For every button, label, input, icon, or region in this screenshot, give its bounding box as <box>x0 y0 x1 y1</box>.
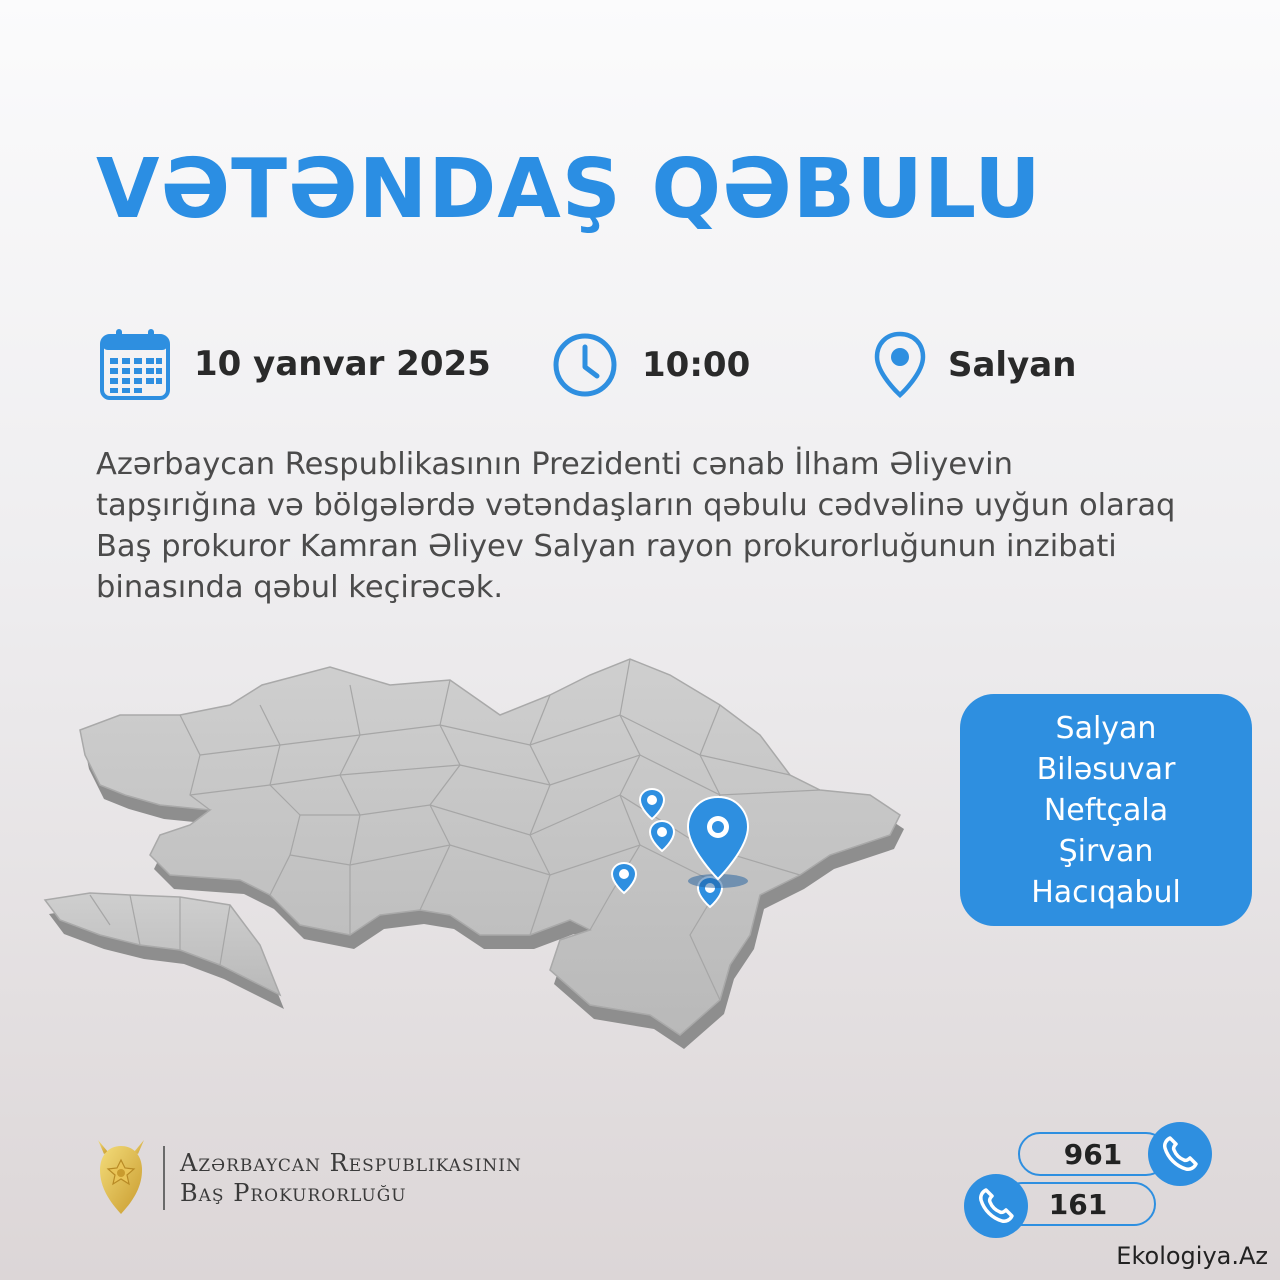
azerbaijan-map <box>30 645 930 1055</box>
phone-number-161[interactable]: 161 <box>1000 1182 1156 1226</box>
date-text: 10 yanvar 2025 <box>194 344 491 384</box>
region-item: Biləsuvar <box>1036 751 1176 787</box>
location-text: Salyan <box>948 345 1077 385</box>
region-list <box>960 694 1252 926</box>
date-info <box>98 326 491 402</box>
phone-icon[interactable] <box>1146 1120 1214 1188</box>
location-pin-icon <box>872 330 928 400</box>
phone-icon[interactable] <box>962 1172 1030 1240</box>
region-item: Neftçala <box>1043 792 1169 828</box>
organization-line-1: Azərbaycan Respublikasının <box>180 1149 522 1177</box>
organization-line-2: Baş Prokurorluğu <box>180 1179 407 1207</box>
region-item: Hacıqabul <box>1031 874 1181 910</box>
clock-icon <box>552 332 618 398</box>
phone-number-961[interactable]: 961 <box>1018 1132 1168 1176</box>
time-info <box>552 332 750 398</box>
calendar-icon <box>98 326 172 402</box>
emblem-icon <box>92 1136 150 1220</box>
page-title: VƏTƏNDAŞ QƏBULU <box>96 142 1042 237</box>
map-surface <box>45 659 900 1035</box>
watermark: Ekologiya.Az <box>1116 1242 1268 1270</box>
region-item: Şirvan <box>1058 833 1154 869</box>
time-text: 10:00 <box>642 345 751 385</box>
region-item: Salyan <box>1055 710 1157 746</box>
org-divider <box>163 1146 165 1210</box>
organization-name <box>180 1148 522 1208</box>
location-info <box>872 330 1076 400</box>
description-text: Azərbaycan Respublikasının Prezidenti cənab İlham Əliyevin tapşırığına və bölgələrdə vətəndaşların qəbulu cədvəlinə uyğun olaraq Baş prokuror Kamran Əliyev Salyan rayon prokurorluğunun inzibati binasında qəbul keçirəcək. <box>96 447 1176 605</box>
